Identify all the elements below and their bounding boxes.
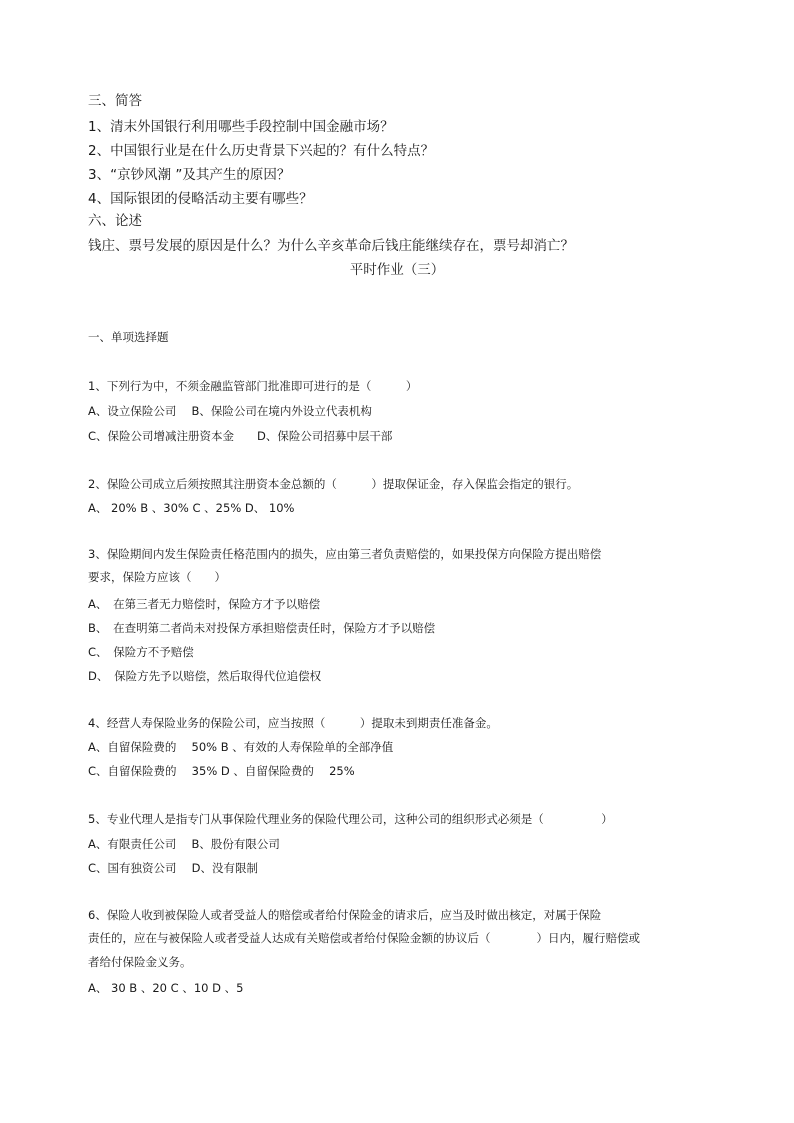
question-3-option-b: B、 在查明第二者尚未对投保方承担赔偿责任时，保险方才予以赔偿 <box>88 621 436 635</box>
short-answer-q4: 4、国际银团的侵略活动主要有哪些？ <box>88 191 313 207</box>
question-3-option-a: A、 在第三者无力赔偿时，保险方才予以赔偿 <box>88 597 321 611</box>
question-3-stem-line2: 要求，保险方应该（ ） <box>88 570 226 584</box>
question-5-option-cd: C、国有独资公司 D、没有限制 <box>88 861 259 875</box>
question-6-stem-line1: 6、保险人收到被保险人或者受益人的赔偿或者给付保险金的请求后，应当及时做出核定，对属于保险 <box>88 908 602 922</box>
question-4-option-ab: A、自留保险费的 50% B 、有效的人寿保险单的全部净值 <box>88 740 394 754</box>
essay-question: 钱庄、票号发展的原因是什么？为什么辛亥革命后钱庄能继续存在，票号却消亡？ <box>88 238 574 254</box>
question-3-stem-line1: 3、保险期间内发生保险责任格范围内的损失，应由第三者负责赔偿的，如果投保方向保险方提出赔偿 <box>88 547 602 561</box>
question-4-option-cd: C、自留保险费的 35% D 、自留保险费的 25% <box>88 764 355 778</box>
question-6-stem-line3: 者给付保险金义务。 <box>88 955 192 969</box>
question-3-option-c: C、 保险方不予赔偿 <box>88 645 194 659</box>
section3-heading: 三、简答 <box>88 93 142 109</box>
question-6-stem-line2: 责任的，应在与被保险人或者受益人达成有关赔偿或者给付保险金额的协议后（ ）日内，履行赔偿或 <box>88 931 640 945</box>
question-1-option-cd: C、保险公司增减注册资本金 D、保险公司招募中层干部 <box>88 429 393 443</box>
short-answer-q3: 3、“京钞风潮 ”及其产生的原因？ <box>88 167 291 183</box>
homework-title: 平时作业（三） <box>349 262 445 278</box>
question-1-stem: 1、下列行为中，不须金融监管部门批准即可进行的是（ ） <box>88 379 418 393</box>
question-2-options: A、 20% B 、30% C 、25% D、 10% <box>88 501 295 515</box>
short-answer-q2: 2、中国银行业是在什么历史背景下兴起的？有什么特点？ <box>88 143 435 159</box>
question-4-stem: 4、经营人寿保险业务的保险公司，应当按照（ ）提取未到期责任准备金。 <box>88 716 498 730</box>
question-3-option-d: D、 保险方先予以赔偿，然后取得代位追偿权 <box>88 669 322 683</box>
short-answer-q1: 1、清末外国银行利用哪些手段控制中国金融市场？ <box>88 119 394 135</box>
question-2-stem: 2、保险公司成立后须按照其注册资本金总额的（ ）提取保证金，存入保监会指定的银行。 <box>88 477 579 491</box>
section6-heading: 六、论述 <box>88 213 142 229</box>
question-1-option-ab: A、设立保险公司 B、保险公司在境内外设立代表机构 <box>88 404 372 418</box>
question-5-stem: 5、专业代理人是指专门从事保险代理业务的保险代理公司，这种公司的组织形式必须是（ ） <box>88 812 613 826</box>
question-6-options: A、 30 B 、20 C 、10 D 、5 <box>88 981 244 995</box>
part1-heading: 一、单项选择题 <box>88 330 169 344</box>
question-5-option-ab: A、有限责任公司 B、股份有限公司 <box>88 837 280 851</box>
